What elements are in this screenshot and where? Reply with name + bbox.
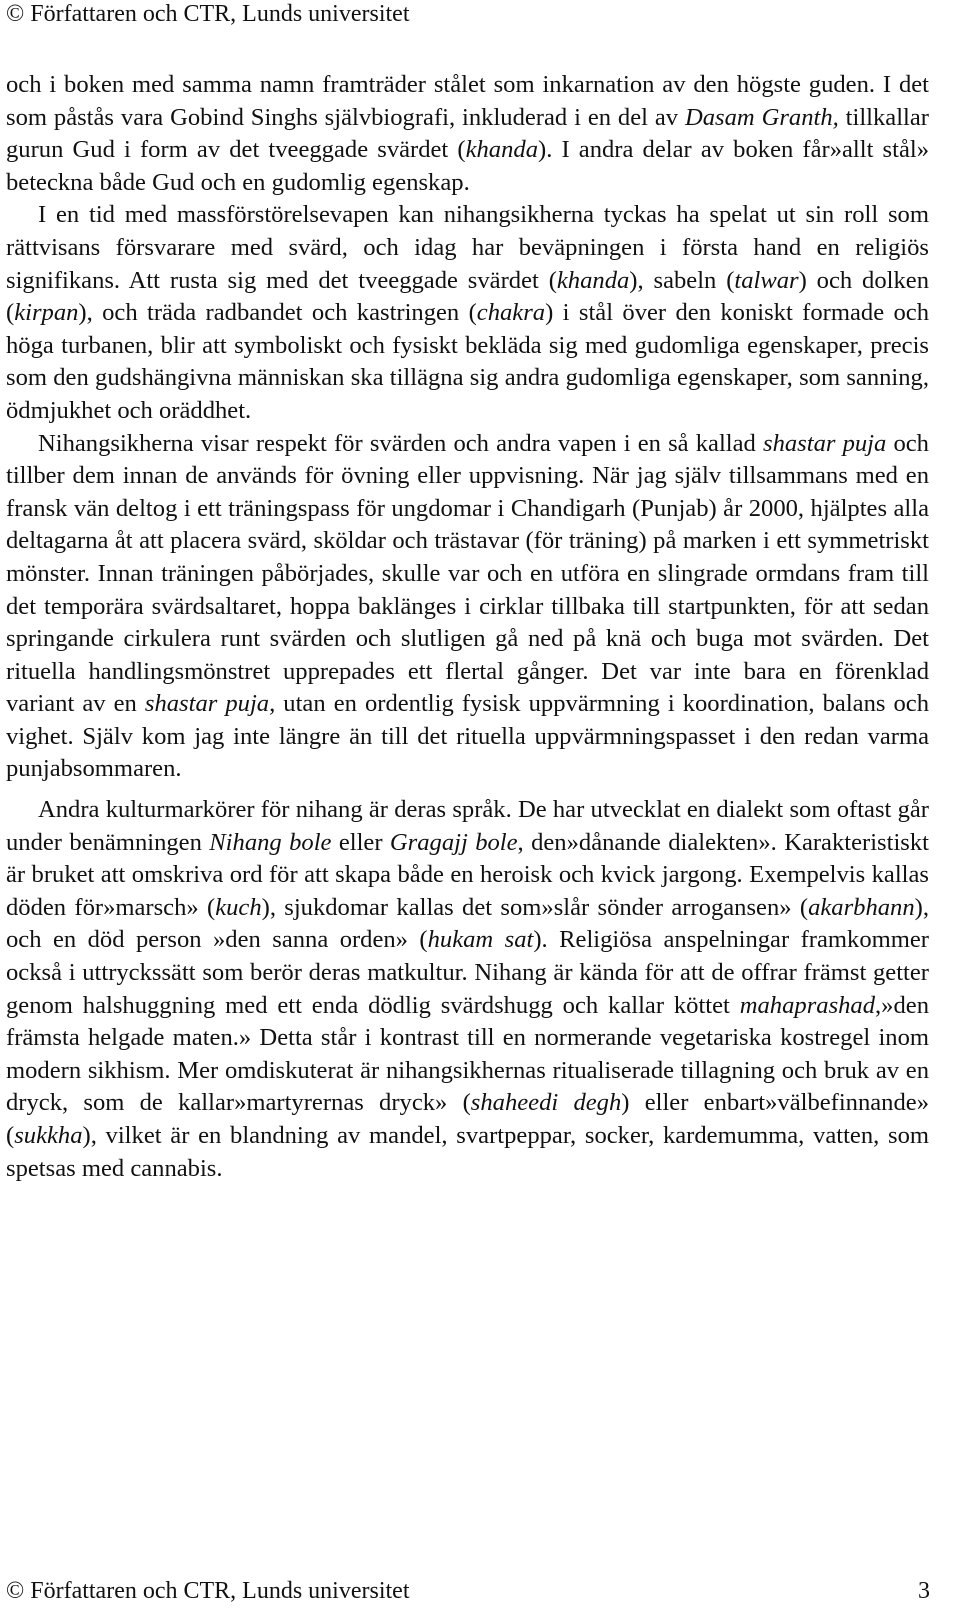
header-copyright: © Författaren och CTR, Lunds universitet — [6, 1, 410, 27]
paragraph-3: Nihangsikherna visar respekt för svärden och andra vapen i en så kallad shastar puja och tillber dem innan de används för övning eller uppvisning. När jag själv tillsammans med en fransk vän deltog i ett träningspass för ungdomar i Chandigarh (Punjab) år 2000, hjälptes alla deltagarna åt att placera svärd, sköldar och trästavar (för träning) på marken i ett symmetriskt mönster. Innan träningen påbörjades, skulle var och en utföra en slingrade ormdans fram till det temporära svärdsaltaret, hoppa baklänges i cirklar tillbaka till startpunkten, för att sedan springande cirkulera runt svärden och slutligen gå ned på knä och buga mot svärden. Det rituella handlingsmönstret upprepades ett flertal gånger. Det var inte bara en förenklad variant av en shastar puja, utan en ordentlig fysisk uppvärmning i koordination, balans och vighet. Själv kom jag inte längre än till det rituella uppvärmningspasset i den redan varma punjabsommaren. — [6, 429, 929, 783]
page-number: 3 — [918, 1578, 930, 1604]
page-footer — [6, 1576, 930, 1606]
footer-copyright: © Författaren och CTR, Lunds universitet — [6, 1578, 410, 1604]
paragraph-1: och i boken med samma namn framträder stålet som inkarnation av den högste guden. I det som påstås vara Gobind Singhs självbiografi, inkluderad i en del av Dasam Granth, tillkallar gurun Gud i form av det tveeggade svärdet (khanda). I andra delar av boken får»allt stål» beteckna både Gud och en gudomlig egenskap. — [6, 71, 929, 196]
paragraph-4: Andra kulturmarkörer för nihang är deras språk. De har utvecklat en dialekt som oftast går under benämningen Nihang bole eller Gragajj bole, den»dånande dialekten». Karakteristiskt är bruket att omskriva ord för att skapa både en heroisk och kvick jargong. Exempelvis kallas döden för»marsch» (kuch), sjukdomar kallas det som»slår sönder arrogansen» (akarbhann), och en död person »den sanna orden» (hukam sat). Religiösa anspelningar framkommer också i uttryckssätt som berör deras matkultur. Nihang är kända för att de offrar främst getter genom halshuggning med ett enda dödlig svärdshugg och kallar köttet mahaprashad,»den främsta helgade maten.» Detta står i kontrast till en normerande vegetariska kostregel inom modern sikhism. Mer omdiskuterat är nihangsikhernas ritualiserade tillagning och bruk av en dryck, som de kallar»martyrernas dryck» (shaheedi degh) eller enbart»välbefinnande» (sukkha), vilket är en blandning av mandel, svartpeppar, socker, kardemumma, vatten, som spetsas med cannabis. — [6, 796, 929, 1182]
page-body — [6, 69, 929, 1185]
page-header — [6, 0, 410, 28]
paragraph-2: I en tid med massförstörelsevapen kan nihangsikherna tyckas ha spelat ut sin roll som rättvisans försvarare med svärd, och idag har beväpningen i första hand en religiös signifikans. Att rusta sig med det tveeggade svärdet (khanda), sabeln (talwar) och dolken (kirpan), och träda radbandet och kastringen (chakra) i stål över den koniskt formade och höga turbanen, blir att symboliskt och fysiskt bekläda sig med gudomliga egenskaper, precis som den gudshängivna människan ska tillägna sig andra gudomliga egenskaper, som sanning, ödmjukhet och oräddhet. — [6, 201, 929, 424]
